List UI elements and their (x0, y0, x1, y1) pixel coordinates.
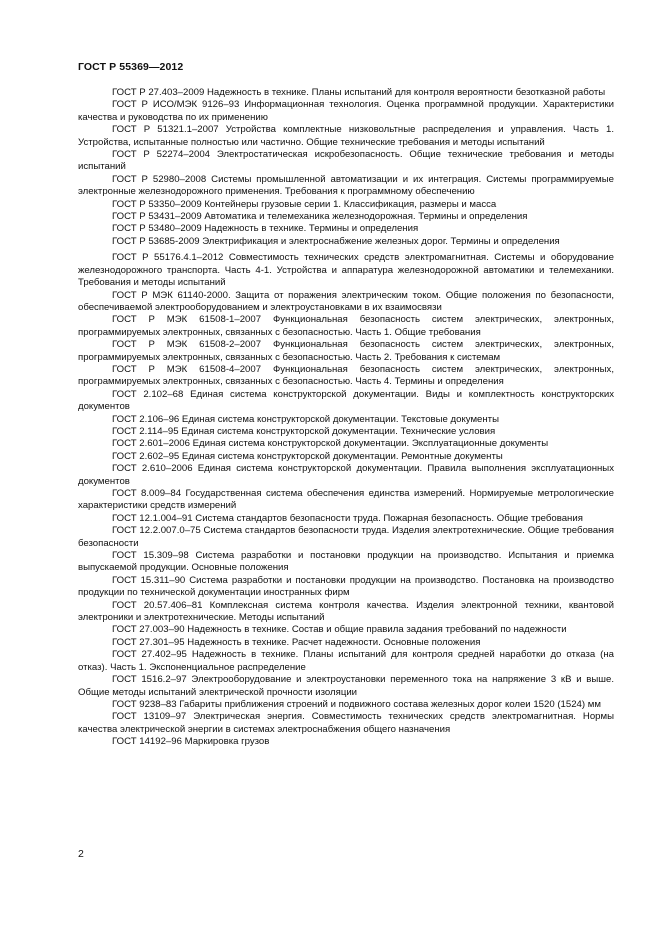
reference-entry: ГОСТ Р 53350–2009 Контейнеры грузовые серии 1. Классификация, размеры и масса (112, 198, 497, 210)
reference-entry: ГОСТ 2.602–95 Единая система конструкторской документации. Ремонтные документы (112, 450, 503, 462)
reference-entry: ГОСТ Р 53431–2009 Автоматика и телемеханика железнодорожная. Термины и определения (112, 211, 528, 223)
reference-entry: ГОСТ Р МЭК 61508-2–2007 Функциональная безопасность систем электрических, электронных, программируемых электронных, связанных с безопасностью. Часть 2. Требования к системам (78, 339, 614, 363)
reference-entry: ГОСТ 9238–83 Габариты приближения строений и подвижного состава железных дорог колеи 1520 (1524) мм (112, 698, 601, 710)
reference-entry: ГОСТ 13109–97 Электрическая энергия. Совместимость технических средств электромагнитная. Нормы качества электрической энергии в системах электроснабжения общего назначения (78, 711, 614, 735)
reference-entry: ГОСТ 15.311–90 Система разработки и постановки продукции на производство. Постановка на производство продукции по технической документации иностранных фирм (78, 574, 614, 599)
document-header: ГОСТ Р 55369—2012 (78, 61, 184, 73)
reference-entry: ГОСТ 8.009–84 Государственная система обеспечения единства измерений. Нормируемые метрологические характеристики средств измерений (78, 488, 614, 512)
reference-entry: ГОСТ 27.301–95 Надежность в технике. Расчет надежности. Основные положения (112, 636, 481, 648)
reference-entry: ГОСТ 2.610–2006 Единая система конструкторской документации. Правила выполнения эксплуатационных документов (78, 463, 614, 487)
reference-entry: ГОСТ 2.106–96 Единая система конструкторской документации. Текстовые документы (112, 413, 499, 425)
reference-entry: ГОСТ 27.402–95 Надежность в технике. Планы испытаний для контроля средней наработки до отказа (на отказ). Часть 1. Экспоненциальное распределение (78, 649, 614, 673)
reference-entry: ГОСТ Р 55176.4.1–2012 Совместимость технических средств электромагнитная. Системы и оборудование железнодорожного транспорта. Часть 4-1. Устройства и аппаратура железнодорожной автоматики и телемеханики. Требования и методы испытаний (78, 252, 614, 289)
reference-entry: ГОСТ Р 27.403–2009 Надежность в технике. Планы испытаний для контроля вероятности безотказной работы (112, 87, 606, 98)
page-number: 2 (78, 848, 84, 860)
reference-entry: ГОСТ Р 53480–2009 Надежность в технике. Термины и определения (112, 223, 419, 235)
reference-entry: ГОСТ Р ИСО/МЭК 9126–93 Информационная технология. Оценка программной продукции. Характеристики качества и руководства по их применению (78, 99, 614, 123)
reference-entry: ГОСТ 20.57.406–81 Комплексная система контроля качества. Изделия электронной техники, квантовой электроники и электротехнические. Методы испытаний (78, 599, 614, 624)
reference-entry: ГОСТ 2.601–2006 Единая система конструкторской документации. Эксплуатационные документы (112, 438, 549, 450)
reference-entry: ГОСТ 12.2.007.0–75 Система стандартов безопасности труда. Изделия электротехнические. Общие требования безопасности (78, 525, 614, 549)
reference-entry: ГОСТ 27.003–90 Надежность в технике. Состав и общие правила задания требований по надежности (112, 624, 567, 636)
reference-entry: ГОСТ Р 51321.1–2007 Устройства комплектные низковольтные распределения и управления. Часть 1. Устройства, испытанные полностью или частично. Общие технические требования и методы испытаний (78, 124, 614, 148)
reference-entry: ГОСТ Р МЭК 61508-1–2007 Функциональная безопасность систем электрических, электронных, программируемых электронных, связанных с безопасностью. Часть 1. Общие требования (78, 314, 614, 338)
reference-entry: ГОСТ 2.102–68 Единая система конструкторской документации. Виды и комплектность конструкторских документов (78, 388, 614, 413)
reference-entry: ГОСТ Р 53685-2009 Электрификация и электроснабжение железных дорог. Термины и определения (112, 235, 560, 247)
reference-entry: ГОСТ 1516.2–97 Электрооборудование и электроустановки переменного тока на напряжение 3 кВ и выше. Общие методы испытаний электрической прочности изоляции (78, 674, 614, 698)
reference-entry: ГОСТ Р МЭК 61508-4–2007 Функциональная безопасность систем электрических, электронных, программируемых электронных, связанных с безопасностью. Часть 4. Термины и определения (78, 363, 614, 388)
reference-entry: ГОСТ Р 52274–2004 Электростатическая искробезопасность. Общие технические требования и методы испытаний (78, 149, 614, 173)
reference-entry: ГОСТ 2.114–95 Единая система конструкторской документации. Технические условия (112, 425, 496, 437)
reference-entry: ГОСТ 14192–96 Маркировка грузов (112, 736, 270, 748)
references-list (78, 87, 614, 749)
reference-entry: ГОСТ 15.309–98 Система разработки и постановки продукции на производство. Испытания и приемка выпускаемой продукции. Основные положения (78, 550, 614, 574)
reference-entry: ГОСТ Р МЭК 61140-2000. Защита от поражения электрическим током. Общие положения по безопасности, обеспечиваемой электрооборудованием и электроустановками в их взаимосвязи (78, 289, 614, 313)
reference-entry: ГОСТ Р 52980–2008 Системы промышленной автоматизации и их интеграция. Системы программируемые электронные железнодорожного применения. Требования к программному обеспечению (78, 173, 614, 198)
reference-entry: ГОСТ 12.1.004–91 Система стандартов безопасности труда. Пожарная безопасность. Общие требования (112, 512, 583, 524)
